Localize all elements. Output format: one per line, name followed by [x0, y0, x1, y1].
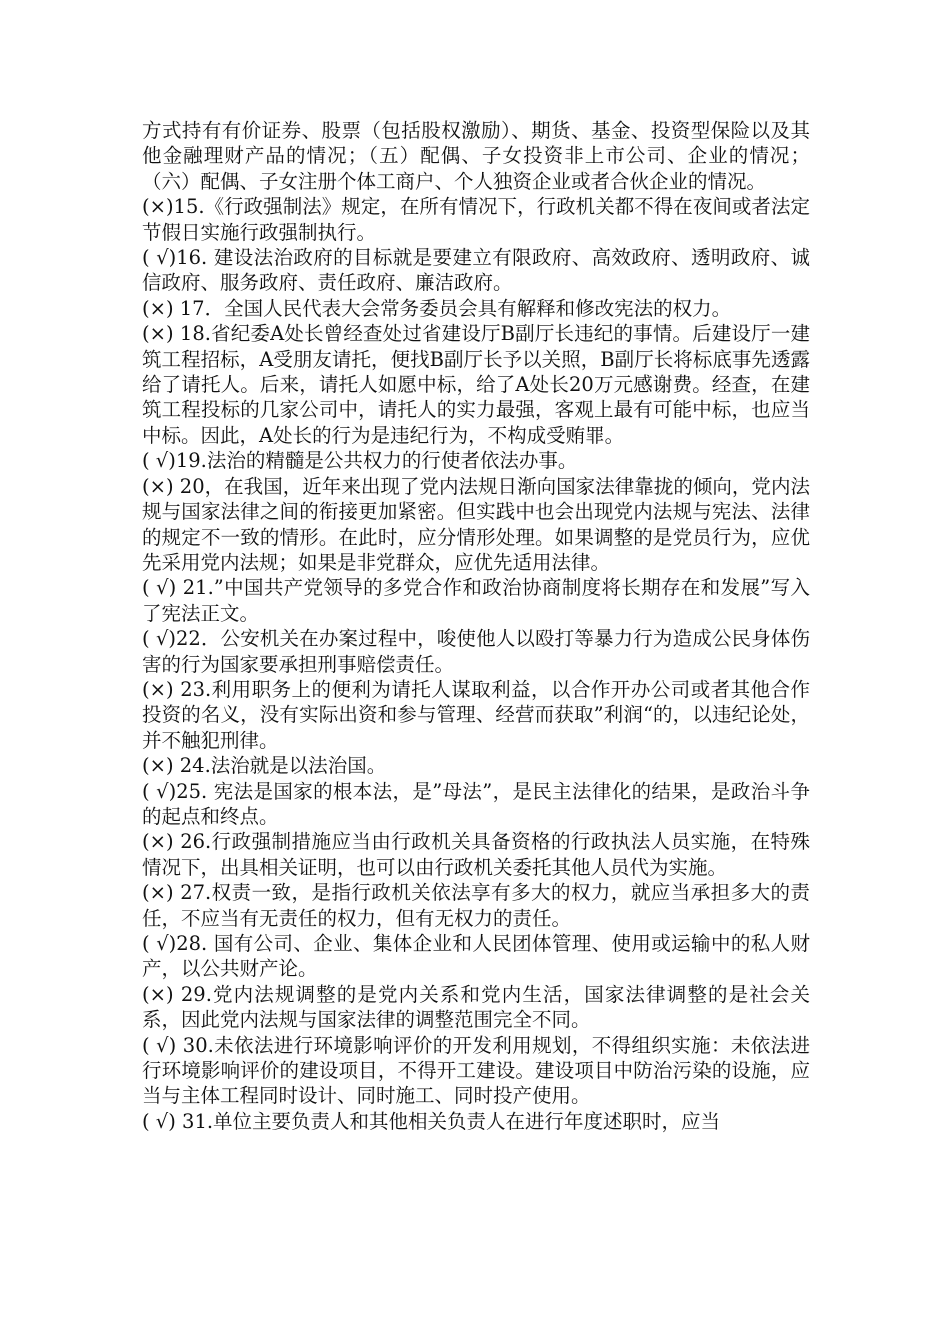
question-16: ( √)16. 建设法治政府的目标就是要建立有限政府、高效政府、透明政府、诚信政府、服务政府、责任政府、廉洁政府。 [142, 246, 810, 295]
question-26: (×) 26.行政强制措施应当由行政机关具备资格的行政执法人员实施，在特殊情况下，出具相关证明，也可以由行政机关委托其他人员代为实施。 [142, 830, 810, 879]
question-17: (×) 17．全国人民代表大会常务委员会具有解释和修改宪法的权力。 [142, 296, 732, 320]
question-20: (×) 20，在我国，近年来出现了党内法规日渐向国家法律靠拢的倾向，党内法规与国家法律之间的衔接更加紧密。但实践中也会出现党内法规与宪法、法律的规定不一致的情形。在此时，应分情形处理。如果调整的是党员行为，应优先采用党内法规；如果是非党群众，应优先适用法律。 [142, 474, 810, 574]
question-19: ( √)19.法治的精髓是公共权力的行使者依法办事。 [142, 449, 578, 473]
paragraph-continuation: 方式持有有价证券、股票（包括股权激励）、期货、基金、投资型保险以及其他金融理财产品的情况；（五）配偶、子女投资非上市公司、企业的情况；（六）配偶、子女注册个体工商户、个人独资企业或者合伙企业的情况。 [142, 119, 810, 193]
question-30: ( √) 30.未依法进行环境影响评价的开发利用规划，不得组织实施：未依法进行环境影响评价的建设项目，不得开工建设。建设项目中防治污染的设施，应当与主体工程同时设计、同时施工、同时投产使用。 [142, 1033, 810, 1108]
question-28: ( √)28. 国有公司、企业、集体企业和人民团体管理、使用或运输中的私人财产，以公共财产论。 [142, 932, 810, 981]
document-body [142, 118, 810, 1134]
question-29: (×) 29.党内法规调整的是党内关系和党内生活，国家法律调整的是社会关系，因此党内法规与国家法律的调整范围完全不同。 [142, 982, 810, 1032]
question-31: ( √) 31.单位主要负责人和其他相关负责人在进行年度述职时，应当 [142, 1109, 721, 1133]
question-22: ( √)22．公安机关在办案过程中，唆使他人以殴打等暴力行为造成公民身体伤害的行为国家要承担刑事赔偿责任。 [142, 627, 810, 676]
question-24: (×) 24.法治就是以法治国。 [142, 754, 387, 778]
question-27: (×) 27.权责一致，是指行政机关依法享有多大的权力，就应当承担多大的责任，不应当有无责任的权力，但有无权力的责任。 [142, 881, 810, 930]
question-21: ( √) 21.”中国共产党领导的多党合作和政治协商制度将长期存在和发展”写入了宪法正文。 [142, 576, 810, 625]
question-15: (×)15.《行政强制法》规定，在所有情况下，行政机关都不得在夜间或者法定节假日实施行政强制执行。 [142, 195, 810, 244]
question-25: ( √)25. 宪法是国家的根本法，是”母法”，是民主法律化的结果，是政治斗争的起点和终点。 [142, 779, 810, 828]
question-23: (×) 23.利用职务上的便利为请托人谋取利益，以合作开办公司或者其他合作投资的名义，没有实际出资和参与管理、经营而获取”利润“的，以违纪论处，并不触犯刑律。 [142, 677, 810, 752]
question-18: (×) 18.省纪委A处长曾经查处过省建设厅B副厅长违纪的事情。后建设厅一建筑工程招标，A受朋友请托，便找B副厅长予以关照，B副厅长将标底事先透露给了请托人。后来，请托人如愿中标，给了A处长20万元感谢费。经查，在建筑工程投标的几家公司中，请托人的实力最强，客观上最有可能中标，也应当中标。因此，A处长的行为是违纪行为，不构成受贿罪。 [142, 322, 810, 447]
